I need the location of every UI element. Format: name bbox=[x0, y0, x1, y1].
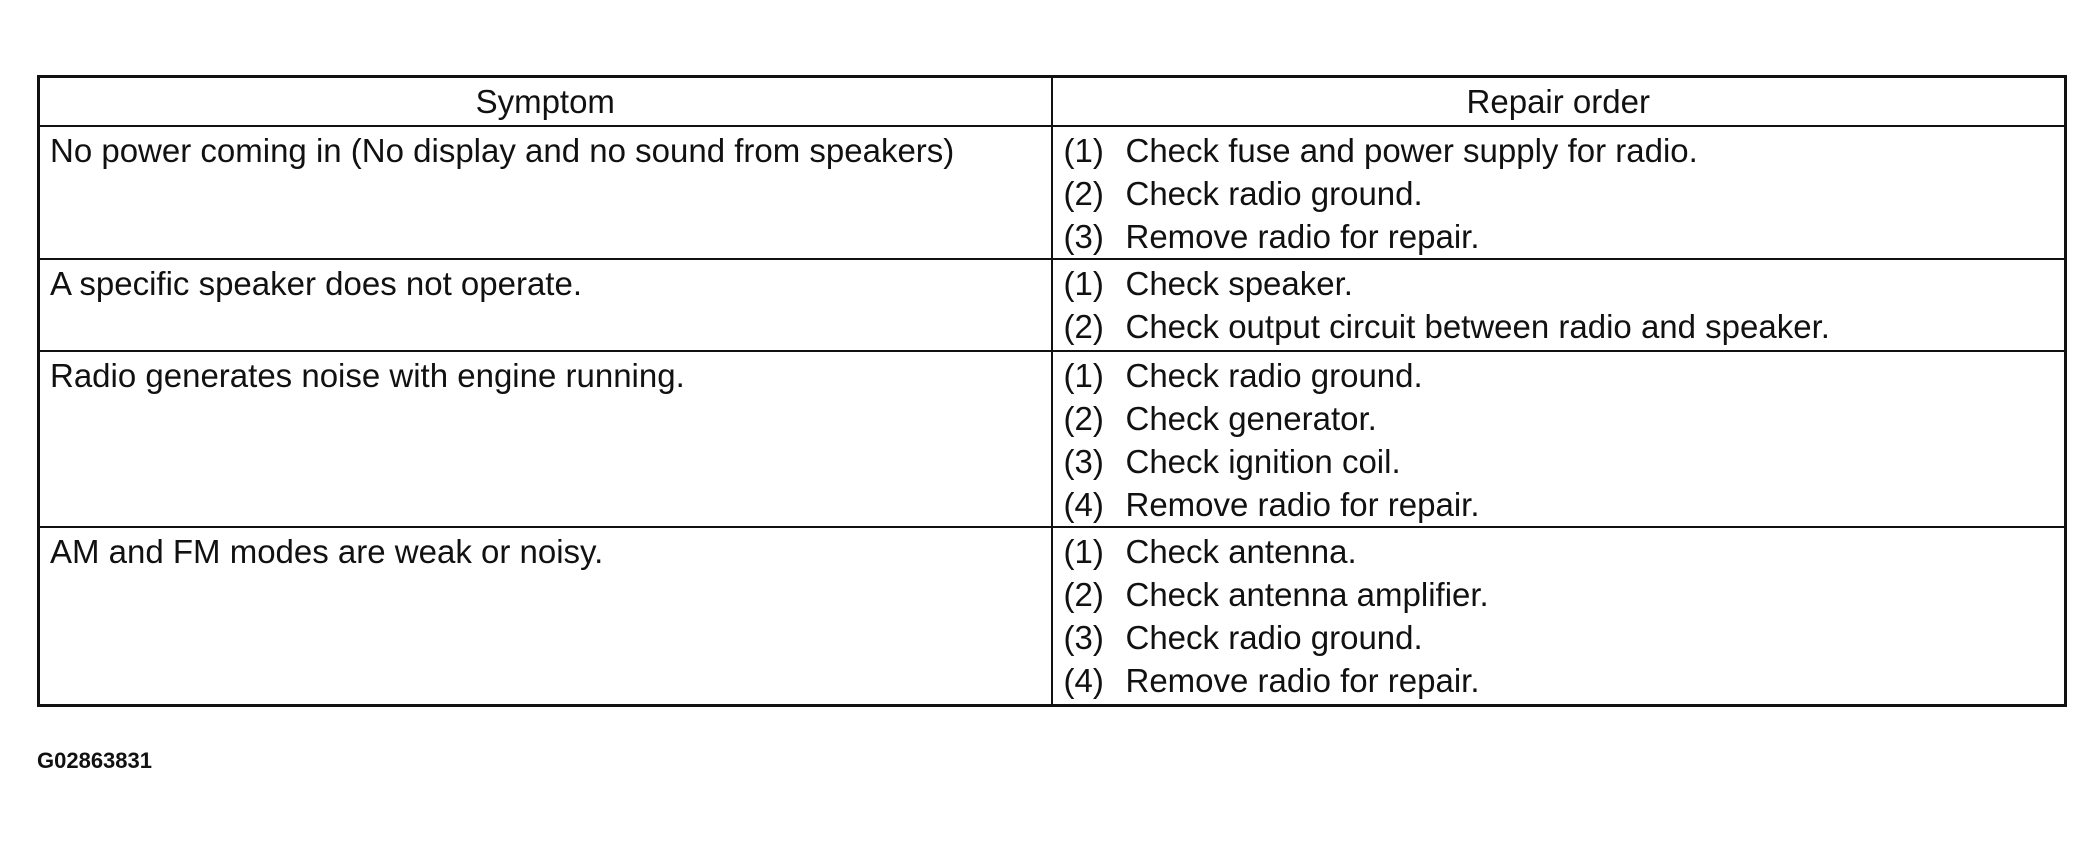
figure-code: G02863831 bbox=[37, 748, 152, 773]
step-text: Check antenna. bbox=[1125, 533, 1357, 570]
step-number: (4) bbox=[1063, 486, 1104, 523]
repair-step bbox=[1064, 573, 2057, 616]
step-text: Check antenna amplifier. bbox=[1125, 576, 1489, 613]
repair-step bbox=[1064, 262, 2057, 305]
header-row bbox=[39, 77, 2066, 127]
step-number: (2) bbox=[1063, 576, 1104, 613]
step-text: Check generator. bbox=[1125, 400, 1377, 437]
step-number: (1) bbox=[1063, 533, 1104, 570]
repair-order-header: Repair order bbox=[1052, 77, 2066, 127]
step-number: (2) bbox=[1063, 308, 1104, 345]
step-number: (3) bbox=[1063, 619, 1104, 656]
table-row bbox=[39, 527, 2066, 705]
table-row bbox=[39, 259, 2066, 351]
repair-step bbox=[1064, 354, 2057, 397]
repair-step bbox=[1064, 305, 2057, 348]
step-text: Check radio ground. bbox=[1125, 619, 1423, 656]
repair-step bbox=[1064, 397, 2057, 440]
step-text: Check fuse and power supply for radio. bbox=[1125, 132, 1698, 169]
repair-step bbox=[1064, 483, 2057, 526]
step-text: Remove radio for repair. bbox=[1125, 662, 1480, 699]
step-text: Check radio ground. bbox=[1125, 175, 1423, 212]
step-number: (3) bbox=[1063, 443, 1104, 480]
repair-order-cell bbox=[1052, 527, 2066, 705]
step-text: Check radio ground. bbox=[1125, 357, 1423, 394]
repair-step bbox=[1064, 215, 2057, 258]
symptom-cell: AM and FM modes are weak or noisy. bbox=[39, 527, 1052, 705]
step-number: (1) bbox=[1063, 357, 1104, 394]
step-number: (2) bbox=[1063, 400, 1104, 437]
symptom-cell: Radio generates noise with engine running. bbox=[39, 351, 1052, 527]
repair-step bbox=[1064, 129, 2057, 172]
repair-order-cell bbox=[1052, 351, 2066, 527]
repair-step bbox=[1064, 659, 2057, 702]
step-number: (1) bbox=[1063, 265, 1104, 302]
step-number: (1) bbox=[1063, 132, 1104, 169]
table-row bbox=[39, 126, 2066, 259]
repair-step bbox=[1064, 616, 2057, 659]
table-row bbox=[39, 351, 2066, 527]
symptom-cell: A specific speaker does not operate. bbox=[39, 259, 1052, 351]
symptom-header: Symptom bbox=[39, 77, 1052, 127]
step-text: Check ignition coil. bbox=[1125, 443, 1401, 480]
step-text: Check speaker. bbox=[1125, 265, 1353, 302]
repair-order-cell bbox=[1052, 126, 2066, 259]
step-number: (4) bbox=[1063, 662, 1104, 699]
troubleshooting-sheet bbox=[37, 75, 2064, 707]
step-text: Check output circuit between radio and speaker. bbox=[1125, 308, 1830, 345]
step-text: Remove radio for repair. bbox=[1125, 486, 1480, 523]
repair-step bbox=[1064, 530, 2057, 573]
step-text: Remove radio for repair. bbox=[1125, 218, 1480, 255]
troubleshooting-table bbox=[37, 75, 2067, 707]
symptom-cell: No power coming in (No display and no sound from speakers) bbox=[39, 126, 1052, 259]
repair-order-cell bbox=[1052, 259, 2066, 351]
repair-step bbox=[1064, 440, 2057, 483]
step-number: (2) bbox=[1063, 175, 1104, 212]
step-number: (3) bbox=[1063, 218, 1104, 255]
repair-step bbox=[1064, 172, 2057, 215]
